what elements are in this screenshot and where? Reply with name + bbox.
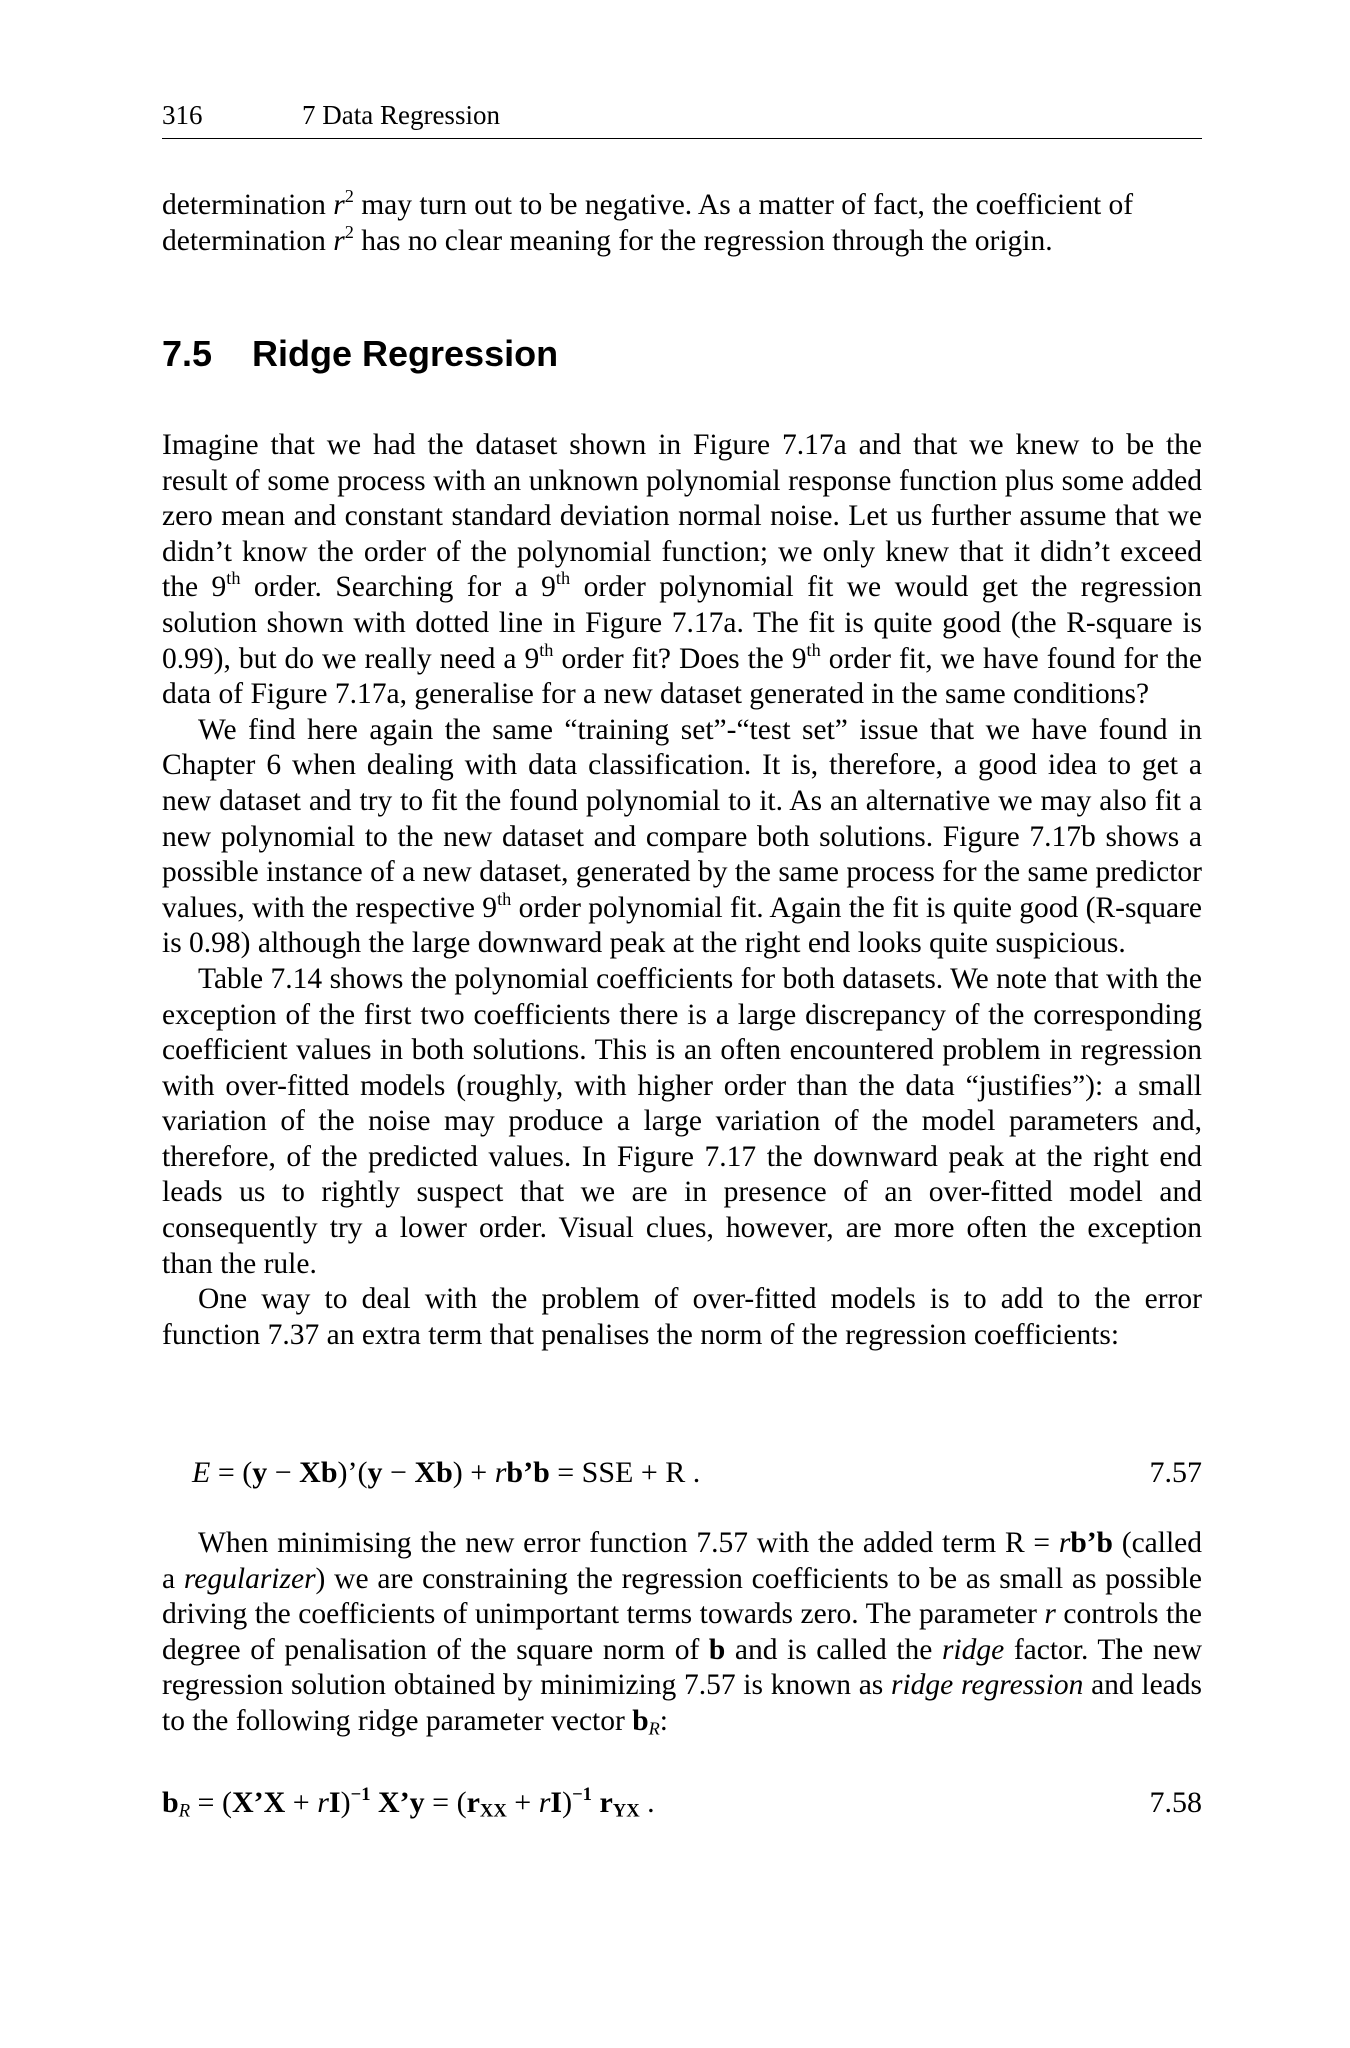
running-header xyxy=(162,98,1202,139)
body-paragraphs xyxy=(162,428,1202,1353)
equation-7-57 xyxy=(162,1456,1202,1496)
intro-paragraph: determination $r^2$ may turn out to be negative. As a matter of fact, the coefficient of determination $r^2$ has no clear meaning for the regression through the origin. xyxy=(162,186,1134,257)
section-number: 7.5 xyxy=(162,333,213,374)
paragraph-1: Imagine that we had the dataset shown in Figure 7.17a and that we knew to be the result of some process with an unknown polynomial response function plus some added zero mean and constant standard deviation normal noise. Let us further assume that we didn’t know the order of the polynomial function; we only knew that it didn’t exceed the 9th order. Searching for a 9th order polynomial fit we would get the regression solution shown with dotted line in Figure 7.17a. The fit is quite good (the R-square is 0.99), but do we really need a 9th order fit? Does the 9th order fit, we have found for the data of Figure 7.17a, generalise for a new dataset generated in the same conditions? xyxy=(162,429,1203,711)
paragraph-2: We find here again the same “training set”-“test set” issue that we have found in Chapter 6 when dealing with data classification. It is, therefore, a good idea to get a new dataset and try to fit the found polynomial to it. As an alternative we may also fit a new polynomial to the new dataset and compare both solutions. Figure 7.17b shows a possible instance of a new dataset, generated by the same process for the same predictor values, with the respective 9th order polynomial fit. Again the fit is quite good (R-square is 0.98) although the large downward peak at the right end looks quite suspicious. xyxy=(162,713,1202,960)
equation-number: 7.57 xyxy=(1149,1456,1202,1489)
equation-body: E = (y − Xb)’(y − Xb) + rb’b = SSE + R . xyxy=(192,1456,701,1489)
paragraph-5: When minimising the new error function 7.57 with the added term R = rb’b (called a regularizer) we are constraining the regression coefficients to be as small as possible driving the coefficients of unimportant terms towards zero. The parameter r controls the degree of penalisation of the square norm of b and is called the ridge factor. The new regression solution obtained by minimizing 7.57 is known as ridge regression and leads to the following ridge parameter vector $b_R$: xyxy=(162,1527,1203,1739)
paragraph-3: Table 7.14 shows the polynomial coefficients for both datasets. We note that with the exception of the first two coefficients there is a large discrepancy of the corresponding coefficient values in both solutions. This is an often encountered problem in regression with over-fitted models (roughly, with higher order than the data “justifies”): a small variation of the noise may produce a large variation of the model parameters and, therefore, of the predicted values. In Figure 7.17 the downward peak at the right end leads us to rightly suspect that we are in presence of an over-fitted model and consequently try a lower order. Visual clues, however, are more often the exception than the rule. xyxy=(162,962,1202,1280)
running-title: 7 Data Regression xyxy=(302,100,500,130)
section-title: Ridge Regression xyxy=(252,333,559,374)
section-heading xyxy=(162,333,558,375)
page-number: 316 xyxy=(162,100,203,130)
equation-7-58 xyxy=(162,1783,1202,1826)
paragraph-4: One way to deal with the problem of over-fitted models is to add to the error function 7.37 an extra term that penalises the norm of the regression coefficients: xyxy=(162,1283,1202,1351)
equation-number: 7.58 xyxy=(1149,1786,1202,1819)
equation-body: $b_R$ = (X’X + rI)$^{-1}$ X’y = $(r_{XX} + rI)^{-1}$ $r_{YX}$ . xyxy=(162,1783,655,1822)
